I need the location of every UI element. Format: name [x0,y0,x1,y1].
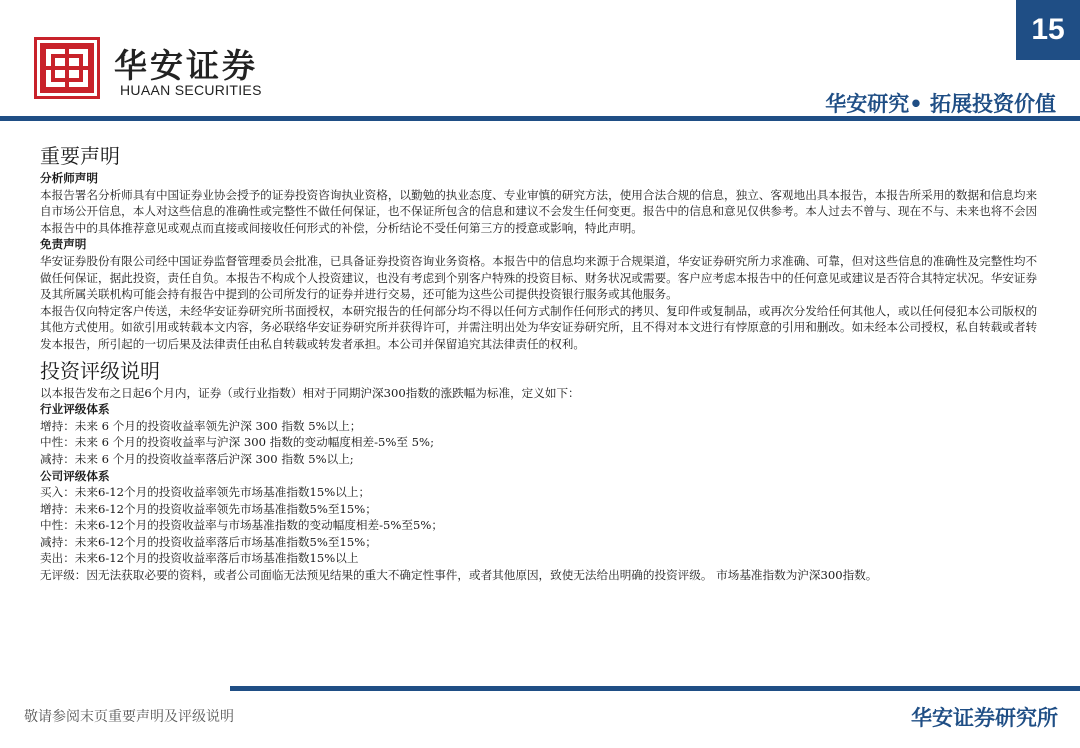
company-rating-heading: 公司评级体系 [40,468,110,483]
company-rating-item: 减持：未来6-12个月的投资收益率落后市场基准指数5%至15%； [40,534,377,549]
footer-divider [230,686,1080,691]
huaan-logo-mark [34,37,100,99]
company-rating-item: 无评级：因无法获取必要的资料，或者公司面临无法预见结果的重大不确定性事件，或者其他原因，致使无法给出明确的投资评级。 市场基准指数为沪深300指数。 [40,568,878,583]
footer-brand: 华安证券研究所 [911,706,1058,730]
exemption-heading: 免责声明 [40,237,87,252]
main-content [40,142,1045,584]
exemption-paragraph: 本报告仅向特定客户传送，未经华安证券研究所书面授权，本研究报告的任何部分均不得以任何方式制作任何形式的拷贝、复印件或复制品，或再次分发给任何其他人，或以任何侵犯本公司版权的其他方式使用。如欲引用或转载本文内容，务必联络华安证券研究所并获得许可，并需注明出处为华安证券研究所，且不得对本文进行有悖原意的引用和删改。如未经本公司授权，私自转载或者转发本报告，所引起的一切后果及法律责任由私自转载或转发者承担。本公司并保留追究其法律责任的权利。 [40,303,1038,351]
header-divider [0,116,1080,121]
page-number: 15 [1016,0,1080,60]
logo-chinese-name: 华安证券 [114,46,258,85]
industry-rating-item: 中性：未来 6 个月的投资收益率与沪深 300 指数的变动幅度相差-5%至 5%; [40,435,434,450]
company-rating-item: 增持：未来6-12个月的投资收益率领先市场基准指数5%至15%； [40,501,377,516]
analyst-statement-heading: 分析师声明 [40,171,98,185]
rating-title: 投资评级说明 [40,358,160,383]
company-rating-item: 买入：未来6-12个月的投资收益率领先市场基准指数15%以上； [40,485,371,500]
analyst-statement-text: 本报告署名分析师具有中国证券业协会授予的证券投资咨询执业资格，以勤勉的执业态度、专业审慎的研究方法，使用合法合规的信息，独立、客观地出具本报告，本报告所采用的数据和信息均来自市场公开信息，本人对这些信息的准确性或完整性不做任何保证，也不保证所包含的信息和建议不会发生任何变更。报告中的信息和意见仅供参考。本人过去不曾与、现在不与、未来也将不会因本报告中的具体推荐意见或观点而直接或间接收任何形式的补偿，分析结论不受任何第三方的授意或影响，特此声明。 [40,187,1038,235]
industry-rating-item: 减持：未来 6 个月的投资收益率落后沪深 300 指数 5%以上; [40,451,354,466]
logo-english-name: HUAAN SECURITIES [120,82,262,98]
footer-notice: 敬请参阅末页重要声明及评级说明 [24,709,234,725]
rating-intro: 以本报告发布之日起6个月内，证券（或行业指数）相对于同期沪深300指数的涨跌幅为标准，定义如下： [40,385,580,400]
exemption-paragraph: 华安证券股份有限公司经中国证券监督管理委员会批准，已具备证券投资咨询业务资格。本报告中的信息均来源于合规渠道，华安证券研究所力求准确、可靠，但对这些信息的准确性及完整性均不做任何保证，据此投资，责任自负。本报告不构成个人投资建议，也没有考虑到个别客户特殊的投资目标、财务状况或需要。客户应考虑本报告中的任何意见或建议是否符合其特定状况。华安证券及其所属关联机构可能会持有报告中提到的公司所发行的证券并进行交易，还可能为这些公司提供投资银行服务或其他服务。 [40,253,1038,302]
disclaimer-title: 重要声明 [40,144,120,168]
industry-rating-heading: 行业评级体系 [40,402,110,417]
company-rating-item: 卖出：未来6-12个月的投资收益率落后市场基准指数15%以上 [40,551,359,566]
header-slogan: 华安研究• 拓展投资价值 [825,92,1056,116]
industry-rating-item: 增持：未来 6 个月的投资收益率领先沪深 300 指数 5%以上； [40,418,362,433]
company-rating-item: 中性：未来6-12个月的投资收益率与市场基准指数的变动幅度相差-5%至5%； [40,518,443,533]
